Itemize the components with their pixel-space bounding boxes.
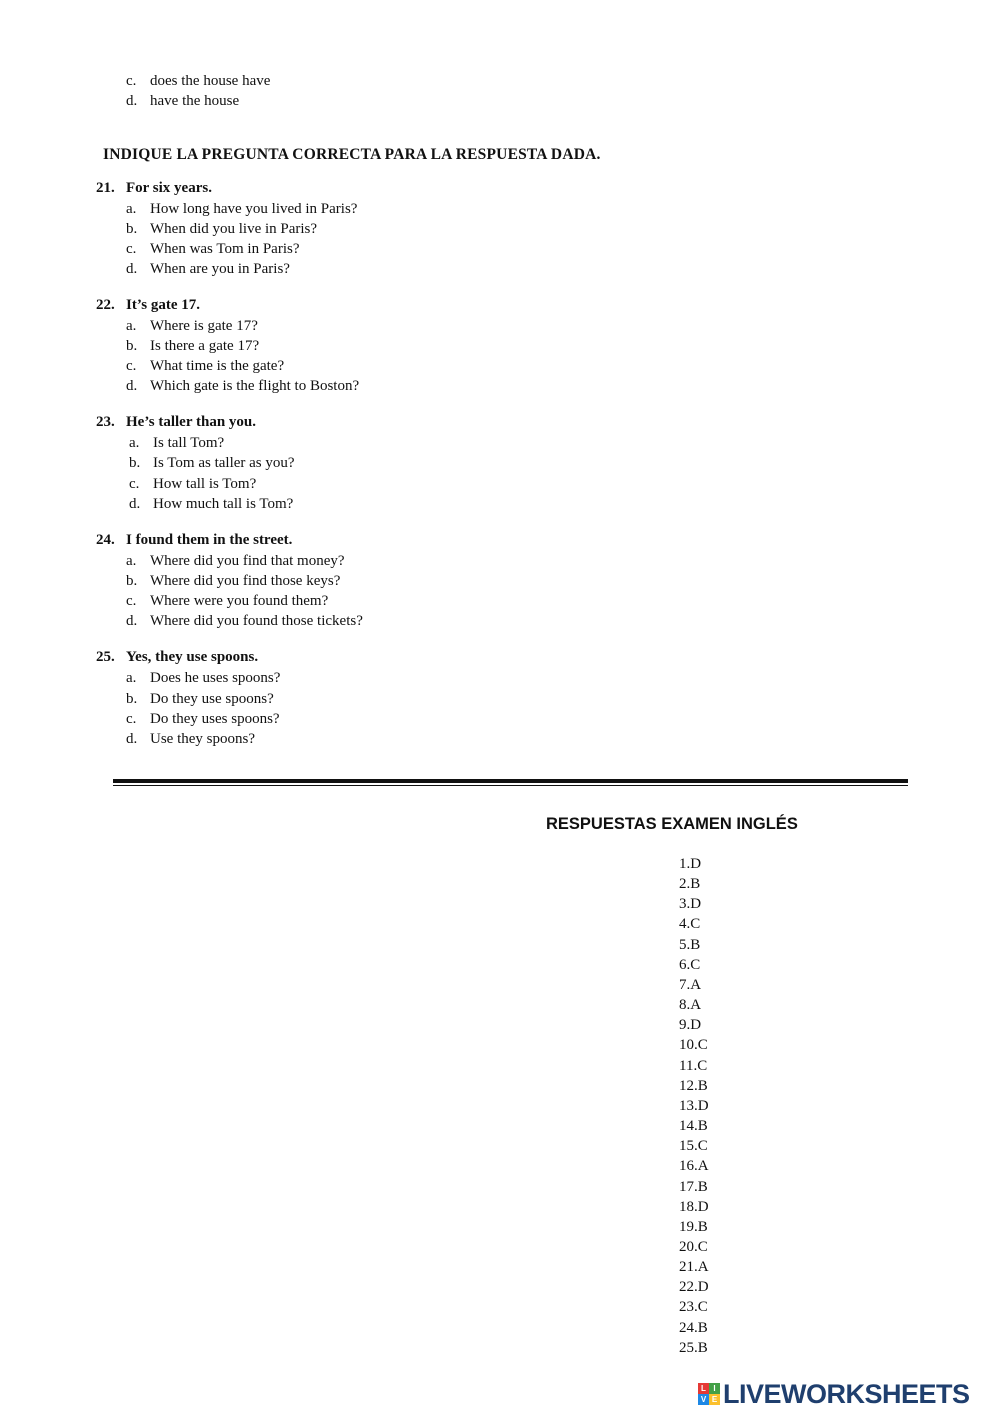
answer-item: 20.C (679, 1238, 708, 1255)
answer-item: 13.D (679, 1097, 709, 1114)
option-25-a (126, 668, 280, 688)
option-text: When did you live in Paris? (150, 221, 318, 237)
question-22 (96, 297, 200, 314)
option-23-a (129, 433, 224, 453)
option-22-d (126, 376, 359, 396)
divider-thick (113, 779, 908, 783)
option-letter: d. (126, 731, 138, 747)
question-25 (96, 649, 258, 666)
option-letter: a. (126, 318, 137, 334)
option-22-c (126, 356, 284, 376)
option-text: Is there a gate 17? (150, 338, 260, 354)
answer-item: 22.D (679, 1279, 709, 1296)
answer-item: 14.B (679, 1118, 708, 1135)
logo-mark-square: E (709, 1394, 720, 1405)
option-text: Where is gate 17? (150, 318, 258, 334)
option-25-b (126, 689, 274, 709)
option-23-b (129, 453, 295, 473)
option-text: have the house (150, 93, 240, 109)
logo-mark-icon (698, 1383, 720, 1405)
option-24-d (126, 611, 363, 631)
question-21 (96, 180, 212, 197)
answers-title: RESPUESTAS EXAMEN INGLÉS (546, 815, 798, 833)
answer-item: 1.D (679, 856, 702, 872)
option-letter: d. (126, 93, 138, 109)
option-23-c (129, 474, 256, 494)
option-letter: c. (126, 358, 137, 374)
liveworksheets-logo (698, 1377, 970, 1411)
answer-item: 24.B (679, 1319, 708, 1336)
option-text: When are you in Paris? (150, 261, 290, 277)
question-prompt: It’s gate 17. (126, 297, 201, 313)
option-text: Does he uses spoons? (150, 670, 281, 686)
option-letter: c. (126, 593, 137, 609)
question-prompt: Yes, they use spoons. (126, 649, 259, 665)
answer-item: 15.C (679, 1138, 708, 1155)
option-text: Do they use spoons? (150, 691, 274, 707)
option-23-d (129, 494, 293, 514)
option-22-a (126, 316, 258, 336)
option-letter: a. (126, 201, 137, 217)
answer-item: 9.D (679, 1017, 702, 1034)
option-24-c (126, 591, 328, 611)
option-25-c (126, 709, 280, 729)
section-heading: INDIQUE LA PREGUNTA CORRECTA PARA LA RESPUESTA DADA. (103, 146, 601, 163)
divider-thin (113, 785, 908, 786)
option-text: Is Tom as taller as you? (153, 455, 295, 471)
question-number: 25. (96, 649, 115, 665)
logo-mark-square: L (698, 1383, 709, 1394)
option-text: Where did you find those keys? (150, 573, 341, 589)
option-text: Which gate is the flight to Boston? (150, 378, 360, 394)
question-prompt: For six years. (126, 180, 212, 196)
option-prev-c (126, 71, 270, 91)
question-prompt: I found them in the street. (126, 532, 293, 548)
answer-item: 17.B (679, 1178, 708, 1195)
answer-item: 11.C (679, 1057, 708, 1074)
option-24-b (126, 571, 340, 591)
answer-item: 10.C (679, 1037, 708, 1054)
option-letter: c. (129, 476, 140, 492)
option-letter: b. (126, 338, 138, 354)
option-text: When was Tom in Paris? (150, 241, 300, 257)
option-text: How long have you lived in Paris? (150, 201, 358, 217)
answers-list (679, 854, 709, 1358)
option-letter: a. (126, 670, 137, 686)
question-number: 21. (96, 180, 115, 196)
option-prev-d (126, 91, 239, 111)
option-letter: b. (129, 455, 141, 471)
question-prompt: He’s taller than you. (126, 414, 256, 430)
option-letter: c. (126, 73, 137, 89)
option-text: Is tall Tom? (153, 435, 225, 451)
option-24-a (126, 551, 345, 571)
answer-item: 16.A (679, 1158, 709, 1175)
option-letter: b. (126, 221, 138, 237)
question-number: 22. (96, 297, 115, 313)
option-22-b (126, 336, 259, 356)
answer-item: 7.A (679, 976, 702, 993)
option-text: How tall is Tom? (153, 476, 257, 492)
option-text: What time is the gate? (150, 358, 285, 374)
option-letter: b. (126, 573, 138, 589)
option-letter: d. (126, 261, 138, 277)
answer-item: 8.A (679, 997, 702, 1014)
question-24 (96, 532, 292, 549)
option-text: How much tall is Tom? (153, 496, 294, 512)
question-number: 24. (96, 532, 115, 548)
option-text: Where were you found them? (150, 593, 329, 609)
option-text: Where did you find that money? (150, 553, 345, 569)
answer-item: 6.C (679, 956, 701, 973)
option-25-d (126, 729, 255, 749)
answer-item: 5.B (679, 936, 701, 953)
answer-item: 25.B (679, 1339, 708, 1356)
logo-text: LIVEWORKSHEETS (723, 1378, 970, 1409)
answer-item: 18.D (679, 1198, 709, 1215)
option-letter: d. (129, 496, 141, 512)
option-letter: d. (126, 613, 138, 629)
answer-item: 3.D (679, 896, 702, 913)
option-letter: a. (126, 553, 137, 569)
option-text: does the house have (150, 73, 271, 89)
option-text: Use they spoons? (150, 731, 255, 747)
option-21-c (126, 239, 299, 259)
logo-mark-square: V (698, 1394, 709, 1405)
option-letter: a. (129, 435, 140, 451)
option-21-d (126, 259, 290, 279)
option-21-b (126, 219, 317, 239)
answer-item: 4.C (679, 916, 701, 933)
option-letter: c. (126, 241, 137, 257)
question-23 (96, 414, 256, 431)
option-letter: c. (126, 711, 137, 727)
answer-item: 23.C (679, 1299, 708, 1316)
question-number: 23. (96, 414, 115, 430)
option-text: Do they uses spoons? (150, 711, 280, 727)
answer-item: 21.A (679, 1259, 709, 1276)
option-letter: d. (126, 378, 138, 394)
answer-item: 19.B (679, 1218, 708, 1235)
logo-mark-square: I (709, 1383, 720, 1394)
option-text: Where did you found those tickets? (150, 613, 363, 629)
option-letter: b. (126, 691, 138, 707)
option-21-a (126, 199, 357, 219)
answer-item: 12.B (679, 1077, 708, 1094)
answer-item: 2.B (679, 876, 701, 893)
